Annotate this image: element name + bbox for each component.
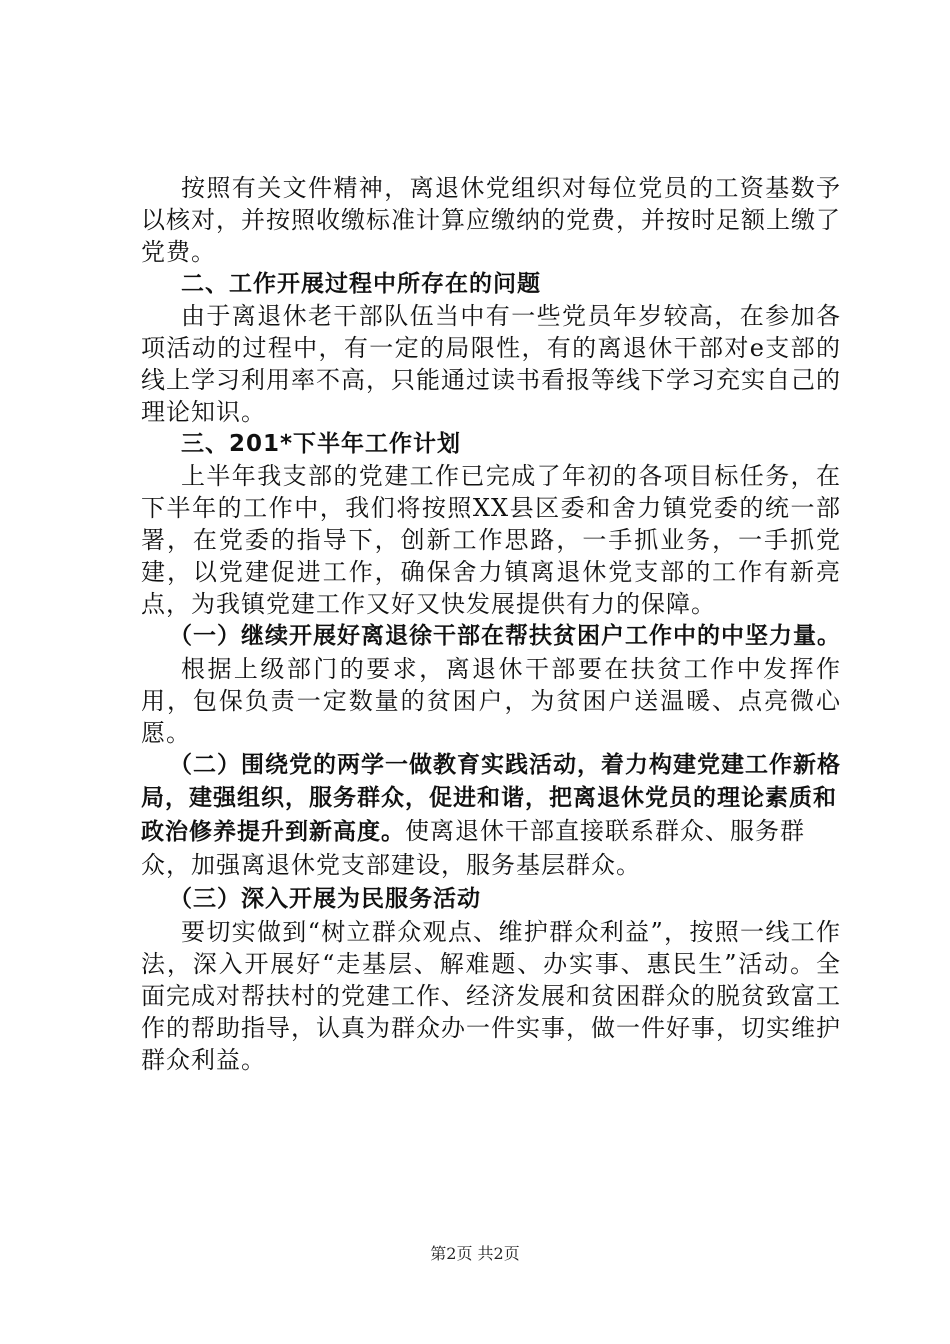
- paragraph-public-service: 要切实做到“树立群众观点、维护群众利益”，按照一线工作法，深入开展好“走基层、解难题、办实事、惠民生”活动。全面完成对帮扶村的党建工作、经济发展和贫困群众的脱贫致富工作的帮助指导，认真为群众办一件实事，做一件好事，切实维护群众利益。: [141, 918, 841, 1074]
- heading-work-plan: 三、201*下半年工作计划: [181, 431, 462, 457]
- paragraph-poverty-assistance: 根据上级部门的要求，离退休干部要在扶贫工作中发挥作用，包保负责一定数量的贫困户，为贫困户送温暖、点亮微心愿。: [141, 655, 841, 747]
- subheading-education-practice-bold: （二）围绕党的两学一做教育实践活动，着力构建党建工作新格局，建强组织，服务群众，促进和谐，把离退休党员的理论素质和政治修养提升到新高度。: [141, 752, 841, 845]
- heading-existing-problems: 二、工作开展过程中所存在的问题: [181, 271, 541, 297]
- page-footer: 第2页 共2页: [430, 1244, 520, 1263]
- subheading-poverty-assistance: （一）继续开展好离退徐干部在帮扶贫困户工作中的中坚力量。: [169, 623, 841, 649]
- paragraph-problems: 由于离退休老干部队伍当中有一些党员年岁较高，在参加各项活动的过程中，有一定的局限性，有的离退休干部对e支部的线上学习利用率不高，只能通过读书看报等线下学习充实自己的理论知识。: [141, 302, 841, 426]
- subheading-education-practice: [141, 749, 841, 883]
- paragraph-education-practice: 使离退休干部直接联系群众、服务群众，加强离退休党支部建设，服务基层群众。: [141, 817, 805, 879]
- paragraph-party-fee: 按照有关文件精神，离退休党组织对每位党员的工资基数予以核对，并按照收缴标准计算应缴纳的党费，并按时足额上缴了党费。: [141, 174, 841, 266]
- subheading-public-service: （三）深入开展为民服务活动: [169, 886, 481, 912]
- document-body: [141, 172, 841, 1076]
- paragraph-work-plan: 上半年我支部的党建工作已完成了年初的各项目标任务，在下半年的工作中，我们将按照XX县区委和舍力镇党委的统一部署，在党委的指导下，创新工作思路，一手抓业务，一手抓党建，以党建促进工作，确保舍力镇离退休党支部的工作有新亮点，为我镇党建工作又好又快发展提供有力的保障。: [141, 462, 841, 618]
